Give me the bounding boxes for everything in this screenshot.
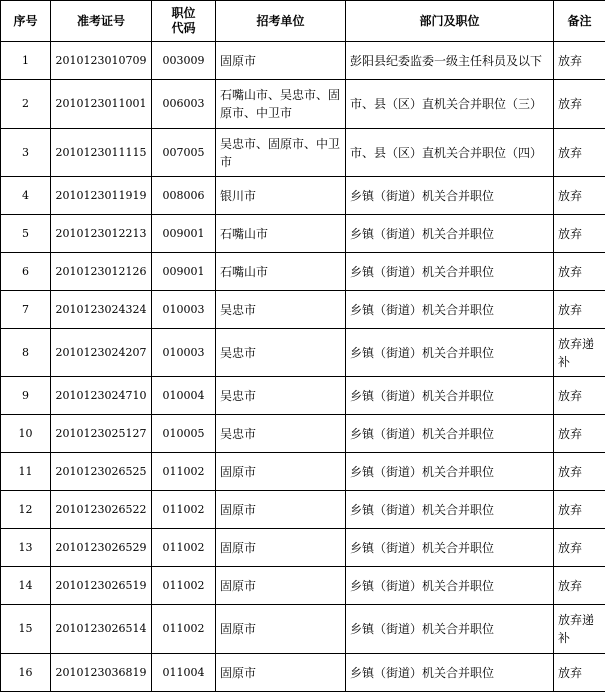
cell-unit: 吴忠市 bbox=[216, 415, 346, 453]
cell-unit: 石嘴山市 bbox=[216, 215, 346, 253]
cell-position-code: 007005 bbox=[152, 129, 216, 177]
cell-no: 10 bbox=[1, 415, 51, 453]
header-dept: 部门及职位 bbox=[346, 1, 554, 42]
cell-exam-id: 2010123011115 bbox=[51, 129, 152, 177]
cell-dept: 乡镇（街道）机关合并职位 bbox=[346, 377, 554, 415]
cell-position-code: 011004 bbox=[152, 654, 216, 692]
cell-no: 4 bbox=[1, 177, 51, 215]
cell-dept: 乡镇（街道）机关合并职位 bbox=[346, 291, 554, 329]
cell-no: 5 bbox=[1, 215, 51, 253]
cell-exam-id: 2010123026529 bbox=[51, 529, 152, 567]
cell-exam-id: 2010123011001 bbox=[51, 80, 152, 129]
cell-no: 2 bbox=[1, 80, 51, 129]
cell-position-code: 003009 bbox=[152, 42, 216, 80]
cell-dept: 乡镇（街道）机关合并职位 bbox=[346, 491, 554, 529]
cell-unit: 石嘴山市 bbox=[216, 253, 346, 291]
cell-note: 放弃 bbox=[554, 291, 605, 329]
cell-note: 放弃递补 bbox=[554, 329, 605, 377]
cell-no: 11 bbox=[1, 453, 51, 491]
cell-position-code: 010003 bbox=[152, 291, 216, 329]
cell-exam-id: 2010123012213 bbox=[51, 215, 152, 253]
cell-dept: 乡镇（街道）机关合并职位 bbox=[346, 415, 554, 453]
table-header-row bbox=[1, 1, 605, 42]
cell-exam-id: 2010123024710 bbox=[51, 377, 152, 415]
cell-position-code: 006003 bbox=[152, 80, 216, 129]
cell-no: 15 bbox=[1, 605, 51, 654]
cell-exam-id: 2010123024207 bbox=[51, 329, 152, 377]
cell-unit: 固原市 bbox=[216, 567, 346, 605]
cell-unit: 吴忠市 bbox=[216, 329, 346, 377]
cell-exam-id: 2010123011919 bbox=[51, 177, 152, 215]
cell-exam-id: 2010123025127 bbox=[51, 415, 152, 453]
cell-no: 9 bbox=[1, 377, 51, 415]
header-no: 序号 bbox=[1, 1, 51, 42]
cell-position-code: 010005 bbox=[152, 415, 216, 453]
header-exam-id: 准考证号 bbox=[51, 1, 152, 42]
cell-dept: 市、县（区）直机关合并职位（四） bbox=[346, 129, 554, 177]
table-row bbox=[1, 42, 605, 80]
cell-unit: 固原市 bbox=[216, 529, 346, 567]
cell-unit: 固原市 bbox=[216, 491, 346, 529]
cell-unit: 固原市 bbox=[216, 605, 346, 654]
table-row bbox=[1, 491, 605, 529]
cell-dept: 乡镇（街道）机关合并职位 bbox=[346, 177, 554, 215]
table-row bbox=[1, 177, 605, 215]
cell-note: 放弃 bbox=[554, 42, 605, 80]
cell-position-code: 009001 bbox=[152, 215, 216, 253]
header-note: 备注 bbox=[554, 1, 605, 42]
cell-dept: 乡镇（街道）机关合并职位 bbox=[346, 215, 554, 253]
cell-no: 16 bbox=[1, 654, 51, 692]
cell-note: 放弃 bbox=[554, 491, 605, 529]
cell-exam-id: 2010123036819 bbox=[51, 654, 152, 692]
table-row bbox=[1, 291, 605, 329]
cell-position-code: 008006 bbox=[152, 177, 216, 215]
cell-note: 放弃 bbox=[554, 415, 605, 453]
cell-note: 放弃 bbox=[554, 80, 605, 129]
cell-dept: 乡镇（街道）机关合并职位 bbox=[346, 329, 554, 377]
cell-note: 放弃 bbox=[554, 377, 605, 415]
cell-no: 6 bbox=[1, 253, 51, 291]
cell-dept: 乡镇（街道）机关合并职位 bbox=[346, 529, 554, 567]
cell-dept: 市、县（区）直机关合并职位（三） bbox=[346, 80, 554, 129]
cell-exam-id: 2010123026525 bbox=[51, 453, 152, 491]
cell-note: 放弃 bbox=[554, 567, 605, 605]
cell-unit: 固原市 bbox=[216, 453, 346, 491]
cell-position-code: 009001 bbox=[152, 253, 216, 291]
table-row bbox=[1, 80, 605, 129]
cell-unit: 石嘴山市、吴忠市、固原市、中卫市 bbox=[216, 80, 346, 129]
cell-dept: 乡镇（街道）机关合并职位 bbox=[346, 567, 554, 605]
cell-note: 放弃 bbox=[554, 215, 605, 253]
table-row bbox=[1, 605, 605, 654]
header-position-code: 职位 代码 bbox=[152, 1, 216, 42]
table-row bbox=[1, 567, 605, 605]
cell-dept: 乡镇（街道）机关合并职位 bbox=[346, 253, 554, 291]
cell-exam-id: 2010123026519 bbox=[51, 567, 152, 605]
table-row bbox=[1, 377, 605, 415]
cell-note: 放弃 bbox=[554, 654, 605, 692]
cell-no: 12 bbox=[1, 491, 51, 529]
table-row bbox=[1, 215, 605, 253]
cell-note: 放弃 bbox=[554, 529, 605, 567]
cell-no: 13 bbox=[1, 529, 51, 567]
cell-exam-id: 2010123010709 bbox=[51, 42, 152, 80]
table-row bbox=[1, 529, 605, 567]
table-row bbox=[1, 253, 605, 291]
cell-no: 7 bbox=[1, 291, 51, 329]
cell-no: 14 bbox=[1, 567, 51, 605]
cell-unit: 吴忠市、固原市、中卫市 bbox=[216, 129, 346, 177]
cell-note: 放弃 bbox=[554, 453, 605, 491]
cell-exam-id: 2010123026522 bbox=[51, 491, 152, 529]
cell-unit: 银川市 bbox=[216, 177, 346, 215]
cell-note: 放弃递补 bbox=[554, 605, 605, 654]
cell-no: 3 bbox=[1, 129, 51, 177]
cell-position-code: 011002 bbox=[152, 605, 216, 654]
cell-note: 放弃 bbox=[554, 253, 605, 291]
cell-dept: 彭阳县纪委监委一级主任科员及以下 bbox=[346, 42, 554, 80]
cell-note: 放弃 bbox=[554, 177, 605, 215]
cell-unit: 吴忠市 bbox=[216, 291, 346, 329]
cell-unit: 吴忠市 bbox=[216, 377, 346, 415]
cell-no: 1 bbox=[1, 42, 51, 80]
table-row bbox=[1, 129, 605, 177]
table-row bbox=[1, 329, 605, 377]
cell-dept: 乡镇（街道）机关合并职位 bbox=[346, 654, 554, 692]
cell-position-code: 011002 bbox=[152, 567, 216, 605]
cell-note: 放弃 bbox=[554, 129, 605, 177]
cell-dept: 乡镇（街道）机关合并职位 bbox=[346, 453, 554, 491]
cell-unit: 固原市 bbox=[216, 654, 346, 692]
cell-position-code: 010003 bbox=[152, 329, 216, 377]
cell-position-code: 011002 bbox=[152, 491, 216, 529]
cell-position-code: 010004 bbox=[152, 377, 216, 415]
cell-exam-id: 2010123012126 bbox=[51, 253, 152, 291]
cell-unit: 固原市 bbox=[216, 42, 346, 80]
cell-position-code: 011002 bbox=[152, 529, 216, 567]
cell-position-code: 011002 bbox=[152, 453, 216, 491]
cell-dept: 乡镇（街道）机关合并职位 bbox=[346, 605, 554, 654]
cell-no: 8 bbox=[1, 329, 51, 377]
table-row bbox=[1, 415, 605, 453]
cell-exam-id: 2010123024324 bbox=[51, 291, 152, 329]
table-row bbox=[1, 453, 605, 491]
table-row bbox=[1, 654, 605, 692]
cell-exam-id: 2010123026514 bbox=[51, 605, 152, 654]
header-unit: 招考单位 bbox=[216, 1, 346, 42]
